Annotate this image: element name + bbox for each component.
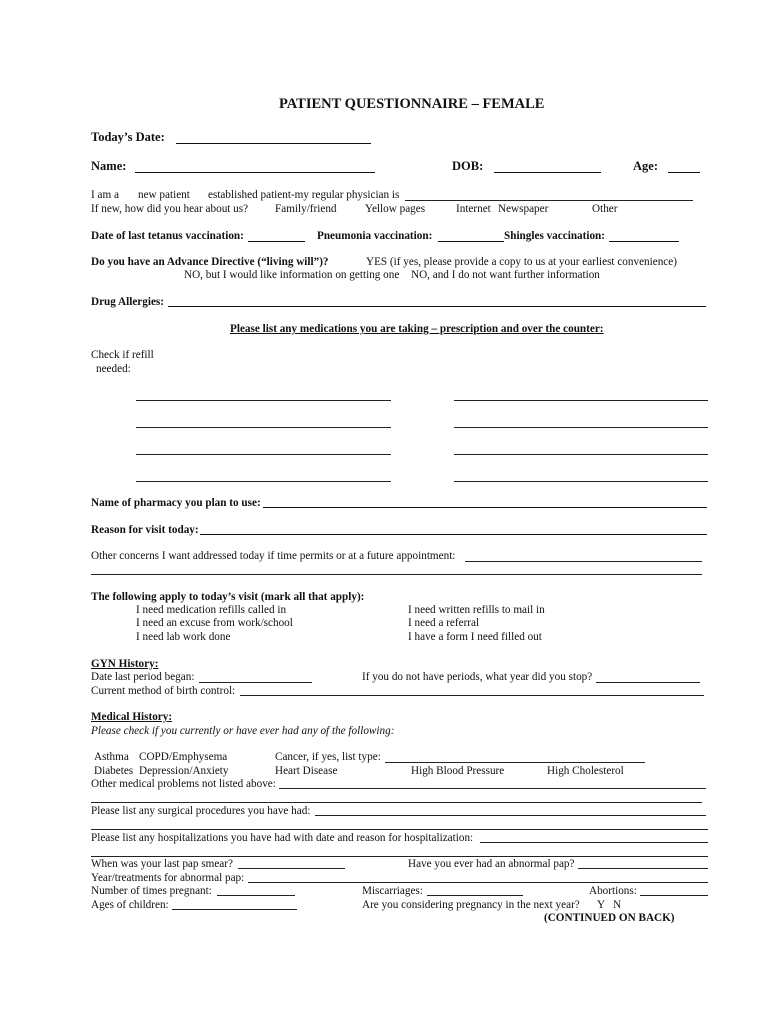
abortions-label: Abortions: [589,885,637,897]
hospitalizations-field[interactable] [480,842,708,843]
internet-option[interactable]: Internet [456,203,491,215]
surgical-field-2[interactable] [91,829,708,830]
pap-treatments-label: Year/treatments for abnormal pap: [91,872,245,884]
surgical-label: Please list any surgical procedures you have had: [91,805,311,817]
medication-line[interactable] [136,427,391,428]
advance-directive-question: Do you have an Advance Directive (“living will”)? [91,256,329,268]
depression-option[interactable]: Depression/Anxiety [139,765,229,777]
diabetes-option[interactable]: Diabetes [94,765,134,777]
other-medical-field[interactable] [279,788,706,789]
cancer-type-field[interactable] [385,762,645,763]
other-concerns-field[interactable] [465,561,702,562]
pneumonia-label: Pneumonia vaccination: [317,230,433,242]
tetanus-label: Date of last tetanus vaccination: [91,230,244,242]
drug-allergies-label: Drug Allergies: [91,296,165,308]
name-label: Name: [91,159,127,173]
page-title: PATIENT QUESTIONNAIRE – FEMALE [279,96,545,112]
hospitalizations-field-2[interactable] [91,856,708,857]
medication-line[interactable] [136,400,391,401]
ages-of-children-label: Ages of children: [91,899,169,911]
surgical-field[interactable] [315,815,706,816]
visit-option-lab-work[interactable]: I need lab work done [136,631,231,643]
visit-option-refills-called[interactable]: I need medication refills called in [136,604,287,616]
regular-physician-field[interactable] [405,200,693,201]
miscarriages-field[interactable] [427,895,523,896]
todays-date-label: Today’s Date: [91,130,165,144]
i-am-a-label: I am a [91,189,119,201]
visit-option-form[interactable]: I have a form I need filled out [408,631,542,643]
refill-label-line2: needed: [96,363,131,375]
dob-field[interactable] [494,172,601,173]
medication-line[interactable] [136,481,391,482]
pharmacy-label: Name of pharmacy you plan to use: [91,497,261,509]
newspaper-option[interactable]: Newspaper [498,203,549,215]
abnormal-pap-field[interactable] [578,868,708,869]
advance-directive-no-further-option[interactable]: NO, and I do not want further information [411,269,600,281]
visit-option-referral[interactable]: I need a referral [408,617,480,629]
abnormal-pap-label: Have you ever had an abnormal pap? [408,858,575,870]
age-field[interactable] [668,172,700,173]
hospitalizations-label: Please list any hospitalizations you have had with date and reason for hospitalization: [91,832,474,844]
other-concerns-label: Other concerns I want addressed today if time permits or at a future appointment: [91,550,456,562]
name-field[interactable] [135,172,375,173]
last-pap-label: When was your last pap smear? [91,858,233,870]
established-patient-option[interactable]: established patient-my regular physician is [208,189,400,201]
shingles-field[interactable] [609,241,679,242]
medication-line[interactable] [454,427,708,428]
other-medical-field-2[interactable] [91,802,702,803]
heart-disease-option[interactable]: Heart Disease [275,765,338,777]
last-period-field[interactable] [199,682,312,683]
pneumonia-field[interactable] [438,241,504,242]
times-pregnant-label: Number of times pregnant: [91,885,212,897]
pap-treatments-field[interactable] [248,882,708,883]
age-label: Age: [633,159,658,173]
pregnancy-yes-option[interactable]: Y [597,899,606,911]
miscarriages-label: Miscarriages: [362,885,423,897]
medication-line[interactable] [136,454,391,455]
other-option[interactable]: Other [592,203,618,215]
new-patient-option[interactable]: new patient [138,189,190,201]
copd-option[interactable]: COPD/Emphysema [139,751,228,763]
birth-control-label: Current method of birth control: [91,685,236,697]
refill-label-line1: Check if refill [91,349,154,361]
considering-pregnancy-label: Are you considering pregnancy in the next year? [362,899,580,911]
yellow-pages-option[interactable]: Yellow pages [365,203,426,215]
tetanus-field[interactable] [248,241,305,242]
drug-allergies-field[interactable] [168,306,706,307]
medication-line[interactable] [454,400,708,401]
pharmacy-field[interactable] [263,507,707,508]
shingles-label: Shingles vaccination: [504,230,606,242]
ages-of-children-field[interactable] [172,909,297,910]
medical-history-heading: Medical History: [91,711,173,723]
hear-about-label: If new, how did you hear about us? [91,203,249,215]
continued-on-back: (CONTINUED ON BACK) [544,912,675,924]
medication-line[interactable] [454,481,708,482]
todays-date-field[interactable] [176,143,371,144]
abortions-field[interactable] [640,895,708,896]
no-periods-field[interactable] [596,682,700,683]
visit-heading: The following apply to today’s visit (mark all that apply): [91,591,365,603]
last-period-label: Date last period began: [91,671,195,683]
pregnancy-no-option[interactable]: N [613,899,622,911]
reason-label: Reason for visit today: [91,524,199,536]
medical-history-instruction: Please check if you currently or have ever had any of the following: [91,725,395,737]
cancer-option[interactable]: Cancer, if yes, list type: [275,751,381,763]
high-cholesterol-option[interactable]: High Cholesterol [547,765,624,777]
last-pap-field[interactable] [238,868,345,869]
times-pregnant-field[interactable] [217,895,295,896]
visit-option-excuse[interactable]: I need an excuse from work/school [136,617,293,629]
advance-directive-yes-option[interactable]: YES (if yes, please provide a copy to us at your earliest convenience) [366,256,677,268]
medication-line[interactable] [454,454,708,455]
no-periods-label: If you do not have periods, what year did you stop? [362,671,593,683]
dob-label: DOB: [452,159,484,173]
other-medical-label: Other medical problems not listed above: [91,778,276,790]
family-friend-option[interactable]: Family/friend [275,203,337,215]
birth-control-field[interactable] [240,695,704,696]
asthma-option[interactable]: Asthma [94,751,129,763]
high-blood-pressure-option[interactable]: High Blood Pressure [411,765,505,777]
advance-directive-no-info-option[interactable]: NO, but I would like information on getting one [184,269,400,281]
medications-heading: Please list any medications you are taking – prescription and over the counter: [230,323,604,335]
visit-option-written-refills[interactable]: I need written refills to mail in [408,604,545,616]
other-concerns-field-2[interactable] [91,574,702,575]
reason-field[interactable] [200,534,707,535]
gyn-heading: GYN History: [91,658,159,670]
